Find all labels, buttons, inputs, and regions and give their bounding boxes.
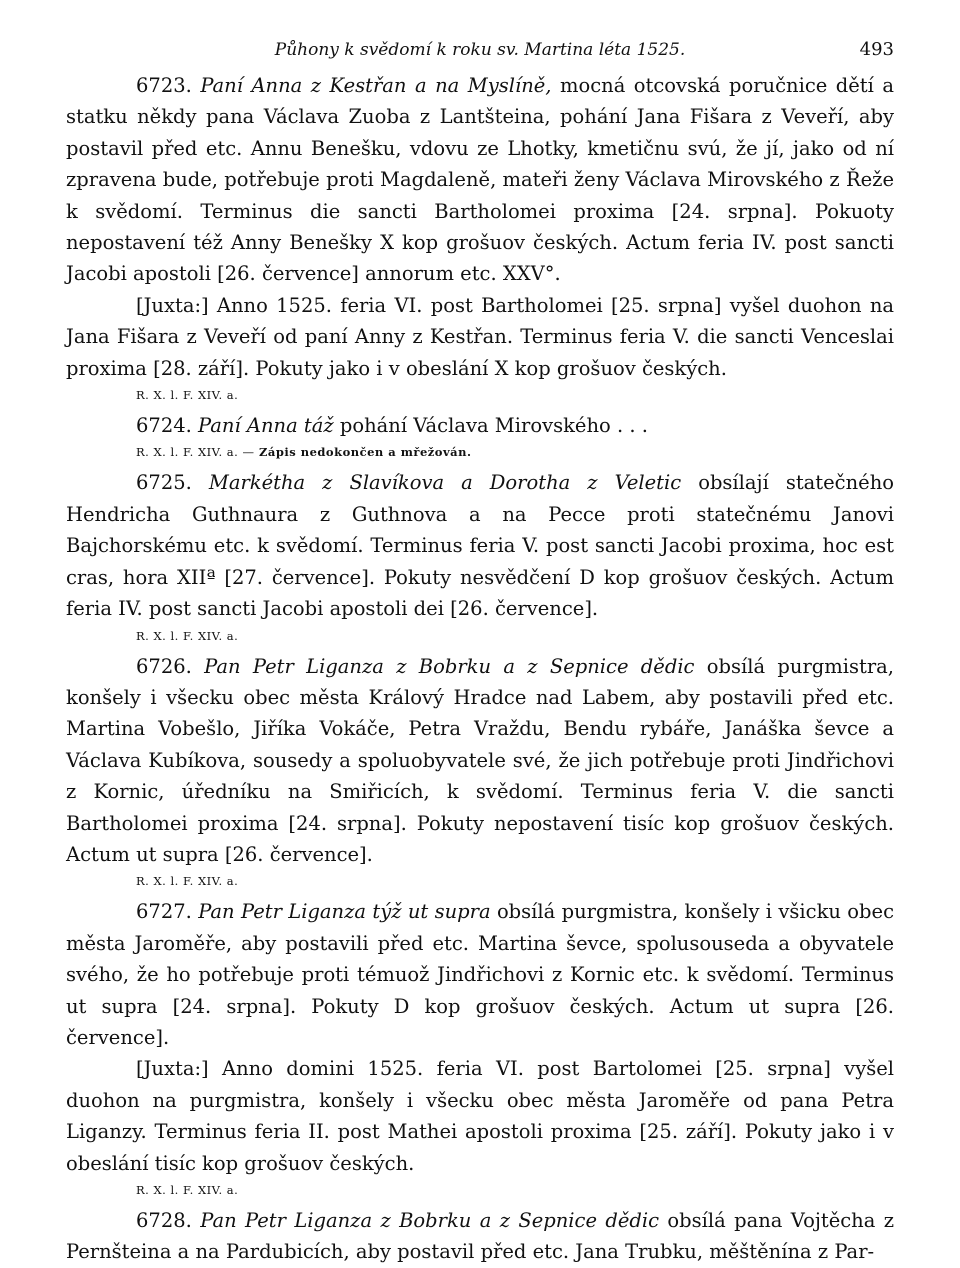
entry-number: 6725. bbox=[136, 471, 209, 495]
entry bbox=[66, 70, 894, 406]
entry-number: 6723. bbox=[136, 74, 201, 97]
entry-paragraph bbox=[66, 651, 894, 871]
entry-text: pohání Václava Mirovského . . . bbox=[333, 414, 648, 438]
source-reference bbox=[66, 1179, 894, 1201]
entry-paragraph bbox=[66, 467, 894, 624]
entry-party-name: Markétha z Slavíkova a Dorotha z Veletic bbox=[208, 471, 682, 495]
entry bbox=[66, 651, 894, 893]
entry-party-name: Pan Petr Liganza z Bobrku a z Sepnice dědic bbox=[200, 1209, 660, 1232]
entry bbox=[66, 410, 894, 463]
entry-paragraph bbox=[66, 1205, 894, 1268]
entry bbox=[66, 1205, 894, 1268]
page-number: 493 bbox=[859, 39, 894, 60]
entry-paragraph bbox=[66, 1053, 894, 1179]
entry-party-name: Pan Petr Liganza týž ut supra bbox=[198, 900, 491, 924]
entry-party-name: Paní Anna táž bbox=[198, 414, 334, 438]
entry-text: [Juxta:] Anno domini 1525. feria VI. post Bartolomei [25. srpna] vyšel duohon na purgmistra, konšely i všecku obec města Jaroměře od pana Petra Liganzy. Terminus feria II. post Mathei apostoli proxima [25. září]. Pokuty jako i v obeslání tisíc kop grošuov českých. bbox=[66, 1057, 894, 1175]
document-page bbox=[66, 30, 894, 1268]
entry-number: 6724. bbox=[136, 414, 199, 438]
entry-paragraph bbox=[66, 290, 894, 384]
reference-code: R. X. l. F. XIV. a. bbox=[136, 874, 239, 889]
entry-text: obsílají statečného Hendricha Guthnaura z Guthnova a na Pecce proti statečnému Janovi Bajchorskému etc. k svědomí. Terminus feria V. post sancti Jacobi proxima, hoc est cras, hora XIIª [27. července]. Pokuty nesvědčení D kop grošuov českých. Actum feria IV. post sancti Jacobi apostoli dei [26. července]. bbox=[66, 471, 895, 621]
entry-paragraph bbox=[66, 70, 894, 290]
entry bbox=[66, 896, 894, 1201]
reference-code: R. X. l. F. XIV. a. bbox=[136, 388, 239, 403]
entry-text: obsílá purgmistra, konšely i všicku obec města Jaroměře, aby postavili před etc. Martina ševce, spolusouseda a obyvatele svého, že ho potřebuje proti témuož Jindřichovi z Kornic etc. k svědomí. Terminus ut supra [24. srpna]. Pokuty D kop grošuov českých. Actum ut supra [26. července]. bbox=[66, 900, 894, 1049]
entry-text: [Juxta:] Anno 1525. feria VI. post Bartholomei [25. srpna] vyšel duohon na Jana Fišara z Veveří od paní Anny z Kestřan. Terminus feria V. die sancti Venceslai proxima [28. září]. Pokuty jako i v obeslání X kop grošuov českých. bbox=[66, 293, 894, 380]
running-title: Půhony k svědomí k roku sv. Martina léta 1525. bbox=[274, 40, 686, 60]
source-reference bbox=[66, 384, 894, 406]
entry-number: 6727. bbox=[136, 900, 199, 924]
source-reference bbox=[66, 441, 894, 463]
entry-text: obsílá pana Vojtěcha z Pernšteina a na Pardubicích, aby postavil před etc. Jana Trubku, měštěnína z Par- bbox=[66, 1209, 894, 1264]
running-header bbox=[66, 30, 894, 70]
entry-number: 6728. bbox=[136, 1209, 201, 1232]
source-reference bbox=[66, 870, 894, 892]
source-reference bbox=[66, 625, 894, 647]
entry-text: obsílá purgmistra, konšely i všecku obec města Králový Hradce nad Labem, aby postavili před etc. Martina Vobešlo, Jiříka Vokáče, Petra Vraždu, Bendu rybáře, Janáška ševce a Václava Kubíkova, sousedy a spoluobyvatele své, že jich potřebuje proti Jindřichovi z Kornic, úředníku na Smiřicích, k svědomí. Terminus feria V. die sancti Bartholomei proxima [24. srpna]. Pokuty nepostavení tisíc kop grošuov českých. Actum ut supra [26. července]. bbox=[66, 654, 894, 866]
entry-number: 6726. bbox=[136, 654, 205, 678]
reference-code: R. X. l. F. XIV. a. bbox=[136, 628, 239, 643]
entry-paragraph bbox=[66, 410, 894, 441]
entry-party-name: Paní Anna z Kestřan a na Myslíně, bbox=[200, 74, 552, 97]
entry bbox=[66, 467, 894, 646]
entry-party-name: Pan Petr Liganza z Bobrku a z Sepnice dědic bbox=[204, 654, 695, 678]
entries-list bbox=[66, 70, 894, 1268]
reference-note: Zápis nedokončen a mřežován. bbox=[254, 445, 472, 460]
reference-code: R. X. l. F. XIV. a. bbox=[136, 1183, 239, 1197]
entry-text: mocná otcovská poručnice dětí a statku někdy pana Václava Zuoba z Lantšteina, pohání Jana Fišara z Veveří, aby postavil před etc. Annu Benešku, vdovu ze Lhotky, kmetičnu svú, že jí, jako od ní zpravena bude, potřebuje proti Magdaleně, mateři ženy Václava Mirovského z Řeže k svědomí. Terminus die sancti Bartholomei proxima [24. srpna]. Pokuoty nepostavení též Anny Benešky X kop grošuov českých. Actum feria IV. post sancti Jacobi apostoli [26. července] annorum etc. XXV°. bbox=[66, 74, 894, 286]
entry-paragraph bbox=[66, 896, 894, 1053]
reference-code: R. X. l. F. XIV. a. — bbox=[136, 445, 255, 460]
